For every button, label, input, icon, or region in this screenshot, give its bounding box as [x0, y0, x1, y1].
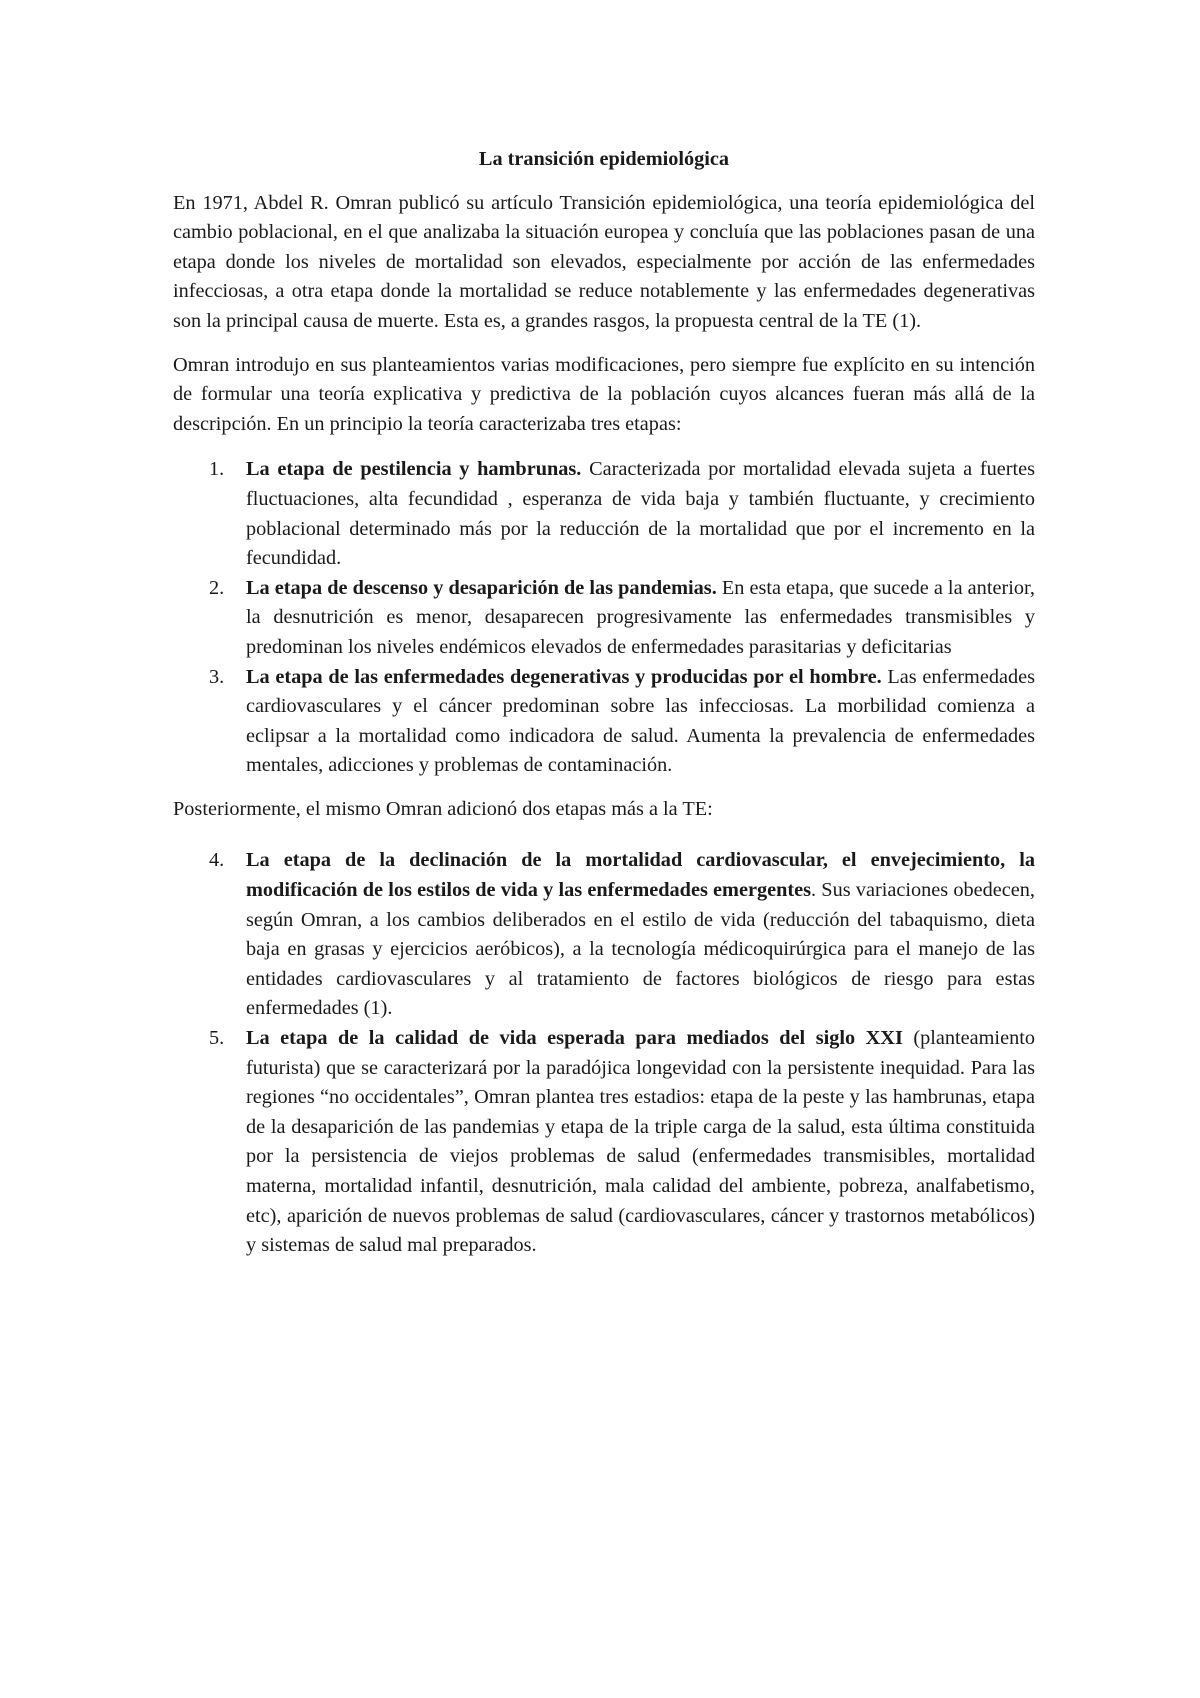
list-item-number: 1.	[209, 458, 225, 481]
transition-paragraph: Posteriormente, el mismo Omran adicionó dos etapas más a la TE:	[173, 797, 713, 820]
intro-paragraph: En 1971, Abdel R. Omran publicó su artículo Transición epidemiológica, una teoría epidemiológica del cambio poblacional, en el que analizaba la situación europea y concluía que las poblaciones pasan de una etapa donde los niveles de mortalidad son elevados, especialmente por acción de las enfermedades infecciosas, a otra etapa donde la mortalidad se reduce notablemente y las enfermedades degenerativas son la principal causa de muerte. Esta es, a grandes rasgos, la propuesta central de la TE (1).	[173, 191, 1035, 332]
list-item	[173, 574, 1035, 663]
stages-list-second	[173, 846, 1035, 1260]
list-item-number: 3.	[209, 665, 225, 688]
stages-list-first	[173, 455, 1035, 781]
list-item-number: 2.	[209, 576, 225, 599]
list-item-text: Caracterizada por mortalidad elevada sujeta a fuertes fluctuaciones, alta fecundidad , esperanza de vida baja y también fluctuante, y crecimiento poblacional determinado más por la reducción de la mortalidad que por el incremento en la fecundidad.	[246, 458, 1035, 570]
list-item	[173, 846, 1035, 1024]
document-title: La transición epidemiológica	[478, 148, 730, 170]
list-item-text: Las enfermedades cardiovasculares y el cáncer predominan sobre las infecciosas. La morbilidad comienza a eclipsar a la mortalidad como indicadora de salud. Aumenta la prevalencia de enfermedades mentales, adicciones y problemas de contaminación.	[246, 665, 1035, 777]
list-item-text: (planteamiento futurista) que se caracterizará por la paradójica longevidad con la persistente inequidad. Para las regiones “no occidentales”, Omran plantea tres estadios: etapa de la peste y las hambrunas, etapa de la desaparición de las pandemias y etapa de la triple carga de la salud, esta última constituida por la persistencia de viejos problemas de salud (enfermedades transmisibles, mortalidad materna, mortalidad infantil, desnutrición, mala calidad del ambiente, pobreza, analfabetismo, etc), aparición de nuevos problemas de salud (cardiovasculares, cáncer y trastornos metabólicos) y sistemas de salud mal preparados.	[246, 1027, 1035, 1257]
list-item-number: 4.	[209, 849, 225, 872]
list-item-heading: La etapa de pestilencia y hambrunas.	[246, 458, 582, 481]
document-page	[173, 145, 1035, 1275]
list-item-number: 5.	[209, 1027, 225, 1050]
list-item	[173, 663, 1035, 781]
list-item-heading: La etapa de descenso y desaparición de las pandemias.	[246, 576, 717, 599]
list-item-heading: La etapa de las enfermedades degenerativas y producidas por el hombre.	[246, 665, 882, 688]
list-item-text: . Sus variaciones obedecen, según Omran, a los cambios deliberados en el estilo de vida (reducción del tabaquismo, dieta baja en grasas y ejercicios aeróbicos), a la tecnología médicoquirúrgica para el manejo de las entidades cardiovasculares y al tratamiento de factores biológicos de riesgo para estas enfermedades (1).	[246, 879, 1035, 1020]
list-item	[173, 1024, 1035, 1261]
list-item-heading: La etapa de la declinación de la mortalidad cardiovascular, el envejecimiento, la modificación de los estilos de vida y las enfermedades emergentes	[246, 849, 1035, 902]
list-item	[173, 455, 1035, 573]
list-item-heading: La etapa de la calidad de vida esperada para mediados del siglo XXI	[246, 1027, 903, 1050]
omran-paragraph: Omran introdujo en sus planteamientos varias modificaciones, pero siempre fue explícito en su intención de formular una teoría explicativa y predictiva de la población cuyos alcances fueran más allá de la descripción. En un principio la teoría caracterizaba tres etapas:	[173, 353, 1035, 435]
list-item-text: En esta etapa, que sucede a la anterior, la desnutrición es menor, desaparecen progresivamente las enfermedades transmisibles y predominan los niveles endémicos elevados de enfermedades parasitarias y deficitarias	[246, 576, 1035, 658]
